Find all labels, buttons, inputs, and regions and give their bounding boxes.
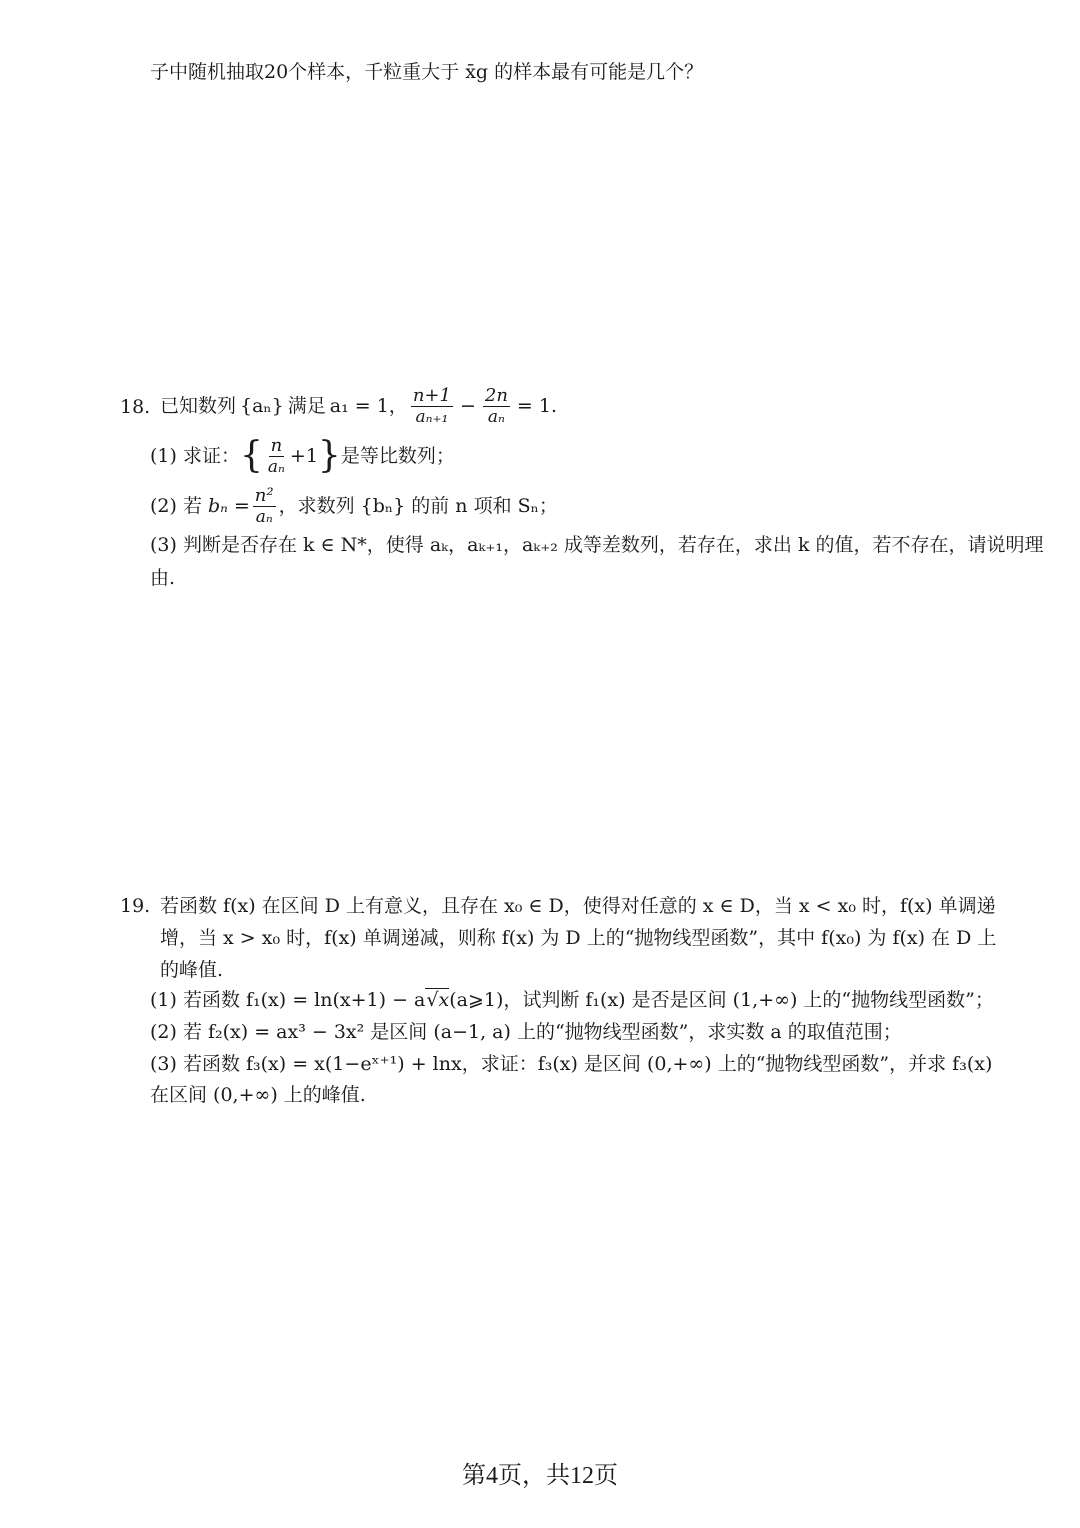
q19-part1-text-b: (a⩾1)，试判断 f₁(x) 是否是区间 (1,+∞) 上的“抛物线型函数”； — [449, 989, 994, 1011]
q18-stem-text2: 满足 — [287, 395, 326, 417]
q19-part1-sqrt-arg: x — [438, 989, 450, 1011]
q18-part2 — [150, 482, 558, 530]
q19-part1-sqrt: √x — [426, 989, 450, 1011]
q19-stem-line3: 的峰值. — [160, 959, 224, 981]
q18-part1-label: (1) 求证： — [150, 445, 240, 467]
q18-part2-label: (2) 若 — [150, 495, 202, 517]
q18-fraction-1-denominator: aₙ₊₁ — [415, 406, 449, 427]
q18-part3-line2: 由. — [150, 567, 176, 589]
q18-part2-fraction-numerator: n² — [254, 484, 274, 506]
q18-initial-condition: a₁ = 1， — [329, 395, 408, 417]
q18-part2-fraction — [253, 486, 276, 527]
q18-part1-fraction-numerator: n — [270, 434, 283, 456]
q19-part3-line2: 在区间 (0,+∞) 上的峰值. — [150, 1084, 366, 1106]
q19-stem-line1: 若函数 f(x) 在区间 D 上有意义，且存在 x₀ ∈ D，使得对任意的 x ∈ D，当 x < x₀ 时，f(x) 单调递 — [160, 895, 996, 917]
q19-stem-line2: 增，当 x > x₀ 时，f(x) 单调递减，则称 f(x) 为 D 上的“抛物线型函数”，其中 f(x₀) 为 f(x) 在 D 上 — [160, 927, 997, 949]
q18-part1 — [150, 432, 455, 480]
q18-number: 18. — [120, 396, 151, 418]
q18-stem — [160, 381, 557, 431]
q18-fraction-2 — [483, 386, 510, 427]
q18-part1-plus-one: +1 — [289, 445, 318, 467]
q19-part1 — [150, 988, 994, 1012]
q18-part2-fraction-denominator: aₙ — [255, 506, 273, 527]
q18-part1-left-brace: { — [239, 435, 263, 476]
q18-part1-right-brace: } — [317, 435, 341, 476]
q18-minus-sign: − — [459, 395, 476, 417]
q18-stem-end: = 1. — [516, 395, 558, 417]
q18-part3-line1: (3) 判断是否存在 k ∈ N*，使得 aₖ，aₖ₊₁，aₖ₊₂ 成等差数列，若存在，求出 k 的值，若不存在，请说明理 — [150, 534, 1044, 556]
q18-fraction-2-denominator: aₙ — [487, 406, 505, 427]
q19-part1-text-a: (1) 若函数 f₁(x) = ln(x+1) − a — [150, 989, 426, 1011]
q18-fraction-1-numerator: n+1 — [412, 384, 451, 406]
q18-fraction-2-numerator: 2n — [484, 384, 508, 406]
q18-part1-fraction-denominator: aₙ — [267, 456, 285, 477]
q19-number: 19. — [120, 895, 151, 917]
page-footer: 第4页，共12页 — [462, 1463, 618, 1489]
q18-seq-an: {aₙ} — [240, 395, 284, 417]
q18-fraction-1 — [411, 386, 453, 427]
q18-part2-bn: bₙ = — [207, 495, 250, 517]
q19-part3-line1: (3) 若函数 f₃(x) = x(1−eˣ⁺¹) + lnx，求证：f₃(x) 是区间 (0,+∞) 上的“抛物线型函数”，并求 f₃(x) — [150, 1053, 993, 1075]
q18-part1-fraction — [266, 436, 287, 477]
q19-part2: (2) 若 f₂(x) = ax³ − 3x² 是区间 (a−1, a) 上的“抛物线型函数”，求实数 a 的取值范围； — [150, 1021, 902, 1043]
q18-stem-text1: 已知数列 — [160, 395, 237, 417]
q18-part1-tail: 是等比数列； — [340, 445, 455, 467]
q18-part2-tail: ，求数列 {bₙ} 的前 n 项和 Sₙ； — [278, 495, 558, 517]
q17-tail-text: 子中随机抽取20个样本，千粒重大于 x̄g 的样本最有可能是几个？ — [150, 61, 704, 83]
